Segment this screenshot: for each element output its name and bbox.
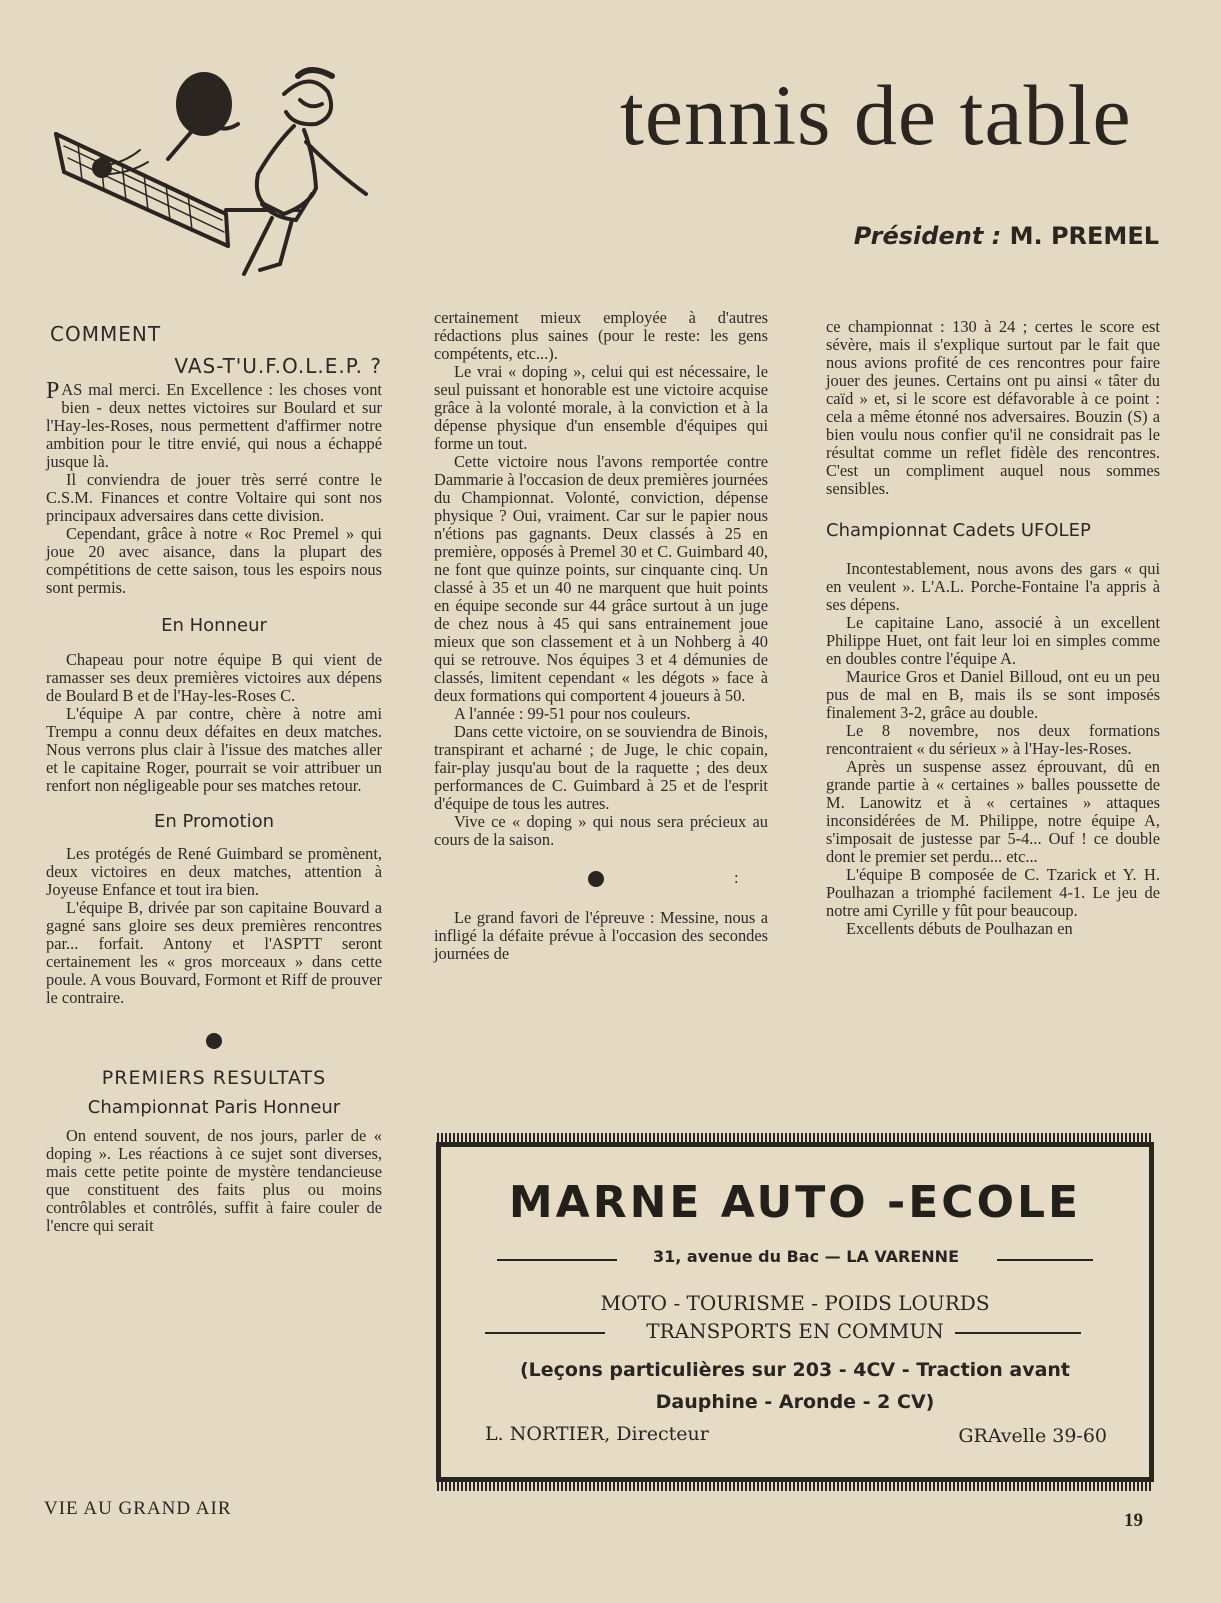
paragraph: On entend souvent, de nos jours, parler de « doping ». Les réactions à ce sujet sont diverses, mais cette petite pointe de mystère tendancieuse que constituent des faits plus ou moins contrôlables et contrôlés, suffit à faire couler de l'encre qui serait bbox=[46, 1126, 382, 1235]
paragraph: Le capitaine Lano, associé à un excellent Philippe Huet, ont fait leur loi en simples comme en doubles contre l'équipe A. bbox=[826, 613, 1160, 668]
heading-comment: COMMENT bbox=[50, 322, 162, 346]
ad-company-name: MARNE AUTO -ECOLE bbox=[508, 1177, 1082, 1228]
paragraph: A l'année : 99-51 pour nos couleurs. bbox=[454, 704, 691, 723]
paragraph: Les protégés de René Guimbard se promènent, deux victoires en deux matches, attention à Joyeuse Enfance et tout ira bien. bbox=[46, 844, 382, 899]
separator bbox=[434, 859, 768, 899]
ad-address: 31, avenue du Bac — LA VARENNE bbox=[652, 1247, 959, 1266]
paragraph: L'équipe B composée de C. Tzarick et Y. H. Poulhazan a triomphé facilement 4-1. Le jeu de notre ami Cyrille y fût pour beaucoup. bbox=[826, 865, 1160, 920]
ad-services-2: TRANSPORTS EN COMMUN bbox=[646, 1319, 944, 1343]
drop-cap: P bbox=[46, 378, 60, 404]
ad-rule bbox=[497, 1259, 617, 1261]
heading-vastu: VAS-T'U.F.O.L.E.P. ? bbox=[174, 354, 382, 378]
heading-en-promotion: En Promotion bbox=[153, 811, 275, 832]
paragraph: L'équipe A par contre, chère à notre ami Trempu a connu deux défaites en deux matches. Nous verrons plus clair à l'issue des matches aller et le capitaine Roger, pourrait se voir attribuer un renfort non négligeable pour ses matches retour. bbox=[46, 704, 382, 795]
paragraph: Après un suspense assez éprouvant, dû en grande partie à « certaines » balles poussette de M. Lanowitz et à « certaines » attaques inconsidérées de M. Philippe, notre équipe A, s'imposait de justesse par 5-4... Ouf ! ce double dont le premier set perdu... etc... bbox=[826, 757, 1160, 866]
paragraph: Vive ce « doping » qui nous sera précieux au cours de la saison. bbox=[434, 812, 768, 849]
president-name: M. PREMEL bbox=[1009, 222, 1159, 250]
separator-dot bbox=[206, 1033, 222, 1049]
heading-premiers-resultats: PREMIERS RESULTATS bbox=[101, 1067, 327, 1089]
paragraph: Il conviendra de jouer très serré contre le C.S.M. Finances et contre Voltaire qui sont nos principaux adversaires dans cette division. bbox=[46, 470, 382, 525]
paragraph: Cependant, grâce à notre « Roc Premel » qui joue 20 avec aisance, dans la plupart des compétitions de cette saison, tous les espoirs nous sont permis. bbox=[46, 524, 382, 597]
paragraph: Chapeau pour notre équipe B qui vient de ramasser ses deux premières victoires aux dépens de Boulard B et de l'Hay-les-Roses C. bbox=[46, 650, 382, 705]
ad-rule bbox=[997, 1259, 1093, 1261]
president-line bbox=[854, 222, 1159, 250]
ad-rule bbox=[955, 1332, 1081, 1334]
paragraph: L'équipe B, drivée par son capitaine Bouvard a gagné sans gloire ses deux premières rencontres par... forfait. Antony et l'ASPTT seront certainement les « gros morceaux » dans cette poule. A vous Bouvard, Formont et Riff de prouver le contraire. bbox=[46, 898, 382, 1007]
ad-border-hatch bbox=[437, 1479, 1153, 1491]
paragraph: ce championnat : 130 à 24 ; certes le score est sévère, mais il s'explique surtout par le fait que nous avions profité de ces rencontres pour faire jouer des jeunes. Certains ont pu ainsi « tâter du caïd » et, si le score est défavorable à ce point : cela a même étonné nos adversaires. Bouzin (S) a bien voulu nous confier qu'il ne considrait pas le résultat comme un reflet fidèle des rencontres. C'est un compliment auquel nous sommes sensibles. bbox=[826, 317, 1160, 498]
heading-cadets-ufolep: Championnat Cadets UFOLEP bbox=[826, 520, 1091, 541]
page-number: 19 bbox=[1124, 1510, 1143, 1531]
separator-dot bbox=[588, 871, 604, 887]
paragraph: Cette victoire nous l'avons remportée contre Dammarie à l'occasion de deux premières journées du Championnat. Volonté, conviction, dépense physique ? Oui, vraiment. Car sur le papier nous n'étions pas gagnants. Deux classés à 25 en première, opposés à Premel 30 et C. Guimbard 40, ne font que quinze points, sur cinquante cinq. Un classé à 35 et un 40 ne marquent que huit points en équipe seconde sur 44 grâce surtout à un juge de chez nous à 45 qui sans entrainement joue mieux que son classement et à un Nohberg à 40 qui se retrouve. Nos équipes 3 et 4 démunies de classés, limitent cependant « les dégots » face à deux formations qui comportent 4 joueurs à 50. bbox=[434, 452, 768, 705]
president-role: Président : bbox=[853, 222, 1002, 250]
paragraph: Dans cette victoire, on se souviendra de Binois, transpirant et acharné ; de Juge, le chic copain, fair-play jusqu'au bout de la raquette ; des deux performances de C. Guimbard à 25 et de l'esprit d'équipe de tous les autres. bbox=[434, 722, 768, 813]
paragraph: Incontestablement, nous avons des gars « qui en veulent ». L'A.L. Porche-Fontaine l'a appris à ses dépens. bbox=[826, 559, 1160, 614]
paragraph: Le grand favori de l'épreuve : Messine, nous a infligé la défaite prévue à l'occasion des secondes journées de bbox=[434, 908, 768, 963]
heading-en-honneur: En Honneur bbox=[161, 615, 267, 636]
paragraph: P AS mal merci. En Excellence : les choses vont bien - deux nettes victoires sur Boulard et sur l'Hay-les-Roses, nous permettent d'affirmer notre ambition pour le titre envié, qui nous a échappé jusque là. bbox=[46, 378, 382, 471]
column-1 bbox=[46, 322, 382, 1235]
paragraph: Maurice Gros et Daniel Billoud, ont eu un peu pus de mal en B, mais ils se sont imposés finalement 3-2, grâce au double. bbox=[826, 667, 1160, 722]
ad-services-1: MOTO - TOURISME - POIDS LOURDS bbox=[600, 1291, 990, 1315]
paragraph: certainement mieux employée à d'autres rédactions plus saines (pour le reste: les gens compétents, etc...). bbox=[434, 308, 768, 363]
table-tennis-player-illustration bbox=[48, 64, 393, 279]
paragraph: Le vrai « doping », celui qui est nécessaire, le seul puissant et honorable est une victoire acquise grâce à la volonté morale, à la conviction et à la dépense physique d'un ensemble d'équipes qui forme un tout. bbox=[434, 362, 768, 453]
ad-lessons-2: Dauphine - Aronde - 2 CV) bbox=[655, 1391, 935, 1413]
ad-border-hatch bbox=[437, 1133, 1153, 1145]
ad-lessons-1: (Leçons particulières sur 203 - 4CV - Traction avant bbox=[519, 1359, 1071, 1381]
advertisement-box bbox=[436, 1142, 1154, 1482]
paragraph: Excellents débuts de Poulhazan en bbox=[846, 919, 1073, 938]
separator-colon: : bbox=[734, 868, 739, 887]
column-2 bbox=[434, 309, 768, 963]
ad-director: L. NORTIER, Directeur bbox=[485, 1423, 709, 1445]
paragraph: Le 8 novembre, nos deux formations rencontraient « du sérieux » à l'Hay-les-Roses. bbox=[826, 721, 1160, 758]
heading-paris-honneur: Championnat Paris Honneur bbox=[87, 1097, 341, 1118]
column-3 bbox=[826, 318, 1160, 938]
footer-magazine-name: VIE AU GRAND AIR bbox=[44, 1498, 232, 1519]
page-title: tennis de table bbox=[620, 67, 1132, 163]
ad-phone: GRAvelle 39-60 bbox=[958, 1425, 1107, 1447]
